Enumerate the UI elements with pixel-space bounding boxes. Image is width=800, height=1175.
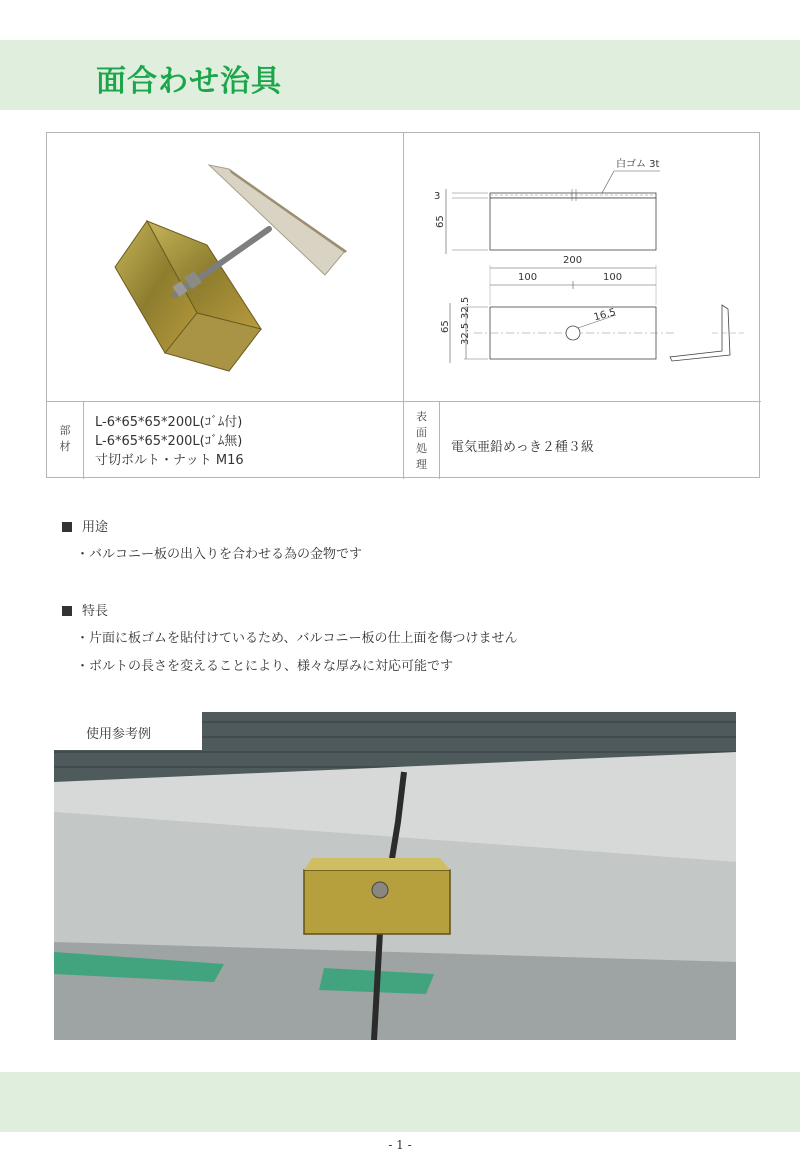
rubber-label: 白ゴム 3t	[616, 159, 660, 170]
finish-label: 表 面 処 理	[416, 410, 427, 471]
dim-thickness: 3	[434, 191, 441, 202]
page-number: - 1 -	[388, 1138, 412, 1152]
dim-lower-half: 32.5	[460, 322, 471, 345]
feature-item: ・ボルトの長さを変えることにより、様々な厚みに対応可能です	[76, 659, 454, 674]
parts-label: 部 材	[59, 424, 71, 453]
dim-half-left: 100	[518, 272, 538, 283]
usage-item: ・バルコニー板の出入りを合わせる為の金物です	[76, 547, 363, 562]
square-bullet-icon	[62, 606, 72, 616]
example-label: 使用参考例	[54, 712, 202, 750]
parts-item: L-6*65*65*200L(ｺﾞﾑ付)	[95, 415, 243, 430]
finish-value: 電気亜鉛めっき２種３級	[451, 440, 594, 455]
dim-hole-dia: 16.5	[592, 306, 618, 324]
dim-total-width: 200	[563, 255, 583, 266]
footer-band	[0, 1072, 800, 1132]
technical-drawing	[404, 133, 760, 401]
example-photo	[54, 712, 736, 1040]
dim-side-height: 65	[440, 320, 451, 333]
parts-list	[95, 413, 244, 470]
usage-section	[62, 516, 108, 535]
usage-heading: 用途	[82, 520, 109, 535]
parts-item: L-6*65*65*200L(ｺﾞﾑ無)	[95, 434, 243, 449]
page-title: 面合わせ治具	[96, 64, 282, 99]
square-bullet-icon	[62, 522, 72, 532]
dim-half-right: 100	[603, 272, 623, 283]
dim-upper-half: 32.5	[460, 296, 471, 319]
features-section	[62, 600, 108, 619]
feature-item: ・片面に板ゴムを貼付けているため、バルコニー板の仕上面を傷つけません	[76, 631, 518, 646]
parts-item: 寸切ボルト・ナット M16	[95, 453, 244, 468]
dim-height: 65	[435, 215, 446, 228]
product-photo	[47, 133, 403, 401]
spec-table	[46, 132, 760, 478]
features-heading: 特長	[82, 604, 109, 619]
